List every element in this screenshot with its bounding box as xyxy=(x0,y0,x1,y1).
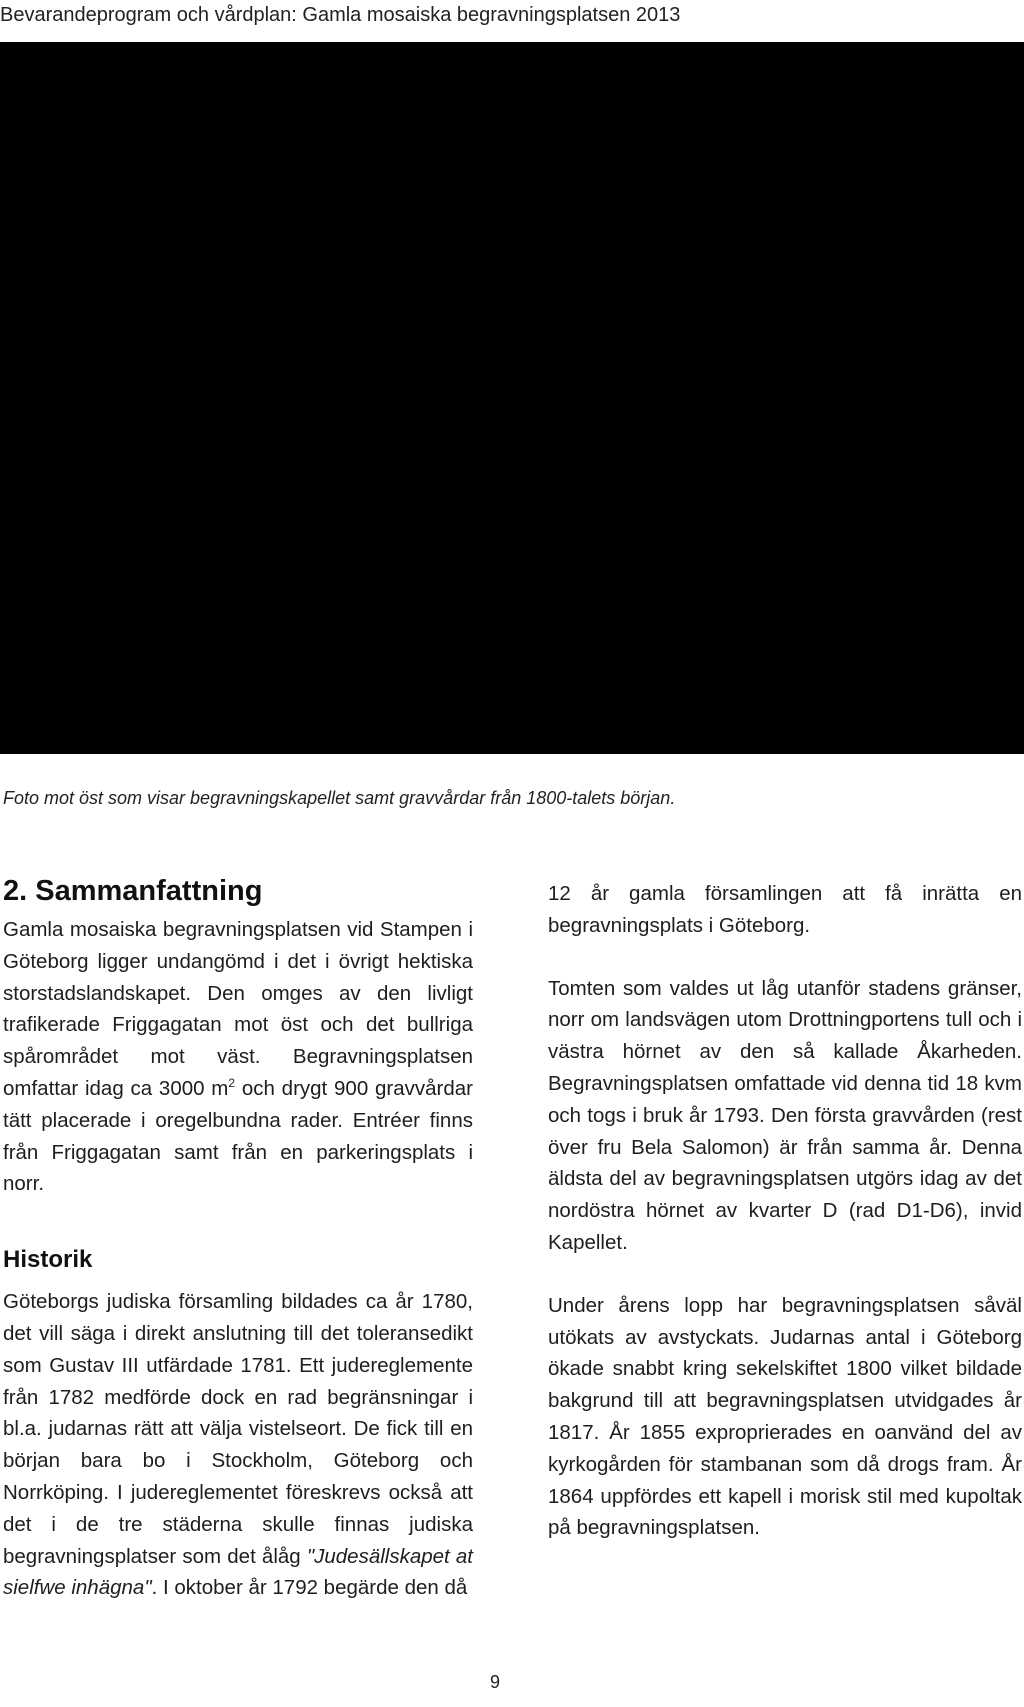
history-quote: "Judesällskapet at sielfwe inhägna" xyxy=(3,1544,473,1600)
history-paragraph-1-continued: 12 år gamla församlingen att få inrätta en begravningsplats i Göteborg. xyxy=(548,882,1022,937)
unit-superscript: 2 xyxy=(228,1076,236,1091)
history-text-b: . I oktober år 1792 begärde den då xyxy=(151,1576,468,1600)
history-text-a: Göteborgs judiska församling bildades ca år 1780, det vill säga i direkt anslutning till det toleransedikt som Gustav III utfärdade 1781. Ett judereglemente från 1782 medförde dock en rad begränsningar i bl.a. judarnas rätt att välja vistelseort. De fick till en början bara bo i Stockholm, Göteborg och Norrköping. I judereglementet föreskrevs också att det i de tre städerna skulle finnas judiska begravningsplatser som det ålåg xyxy=(3,1290,473,1568)
summary-text-b: och drygt 900 gravvårdar tätt placerade i oregelbundna rader. Entréer finns från Friggagatan samt från en parkeringsplats i norr. xyxy=(3,1076,473,1196)
section-heading-summary: 2. Sammanfattning xyxy=(3,875,263,907)
photo-caption: Foto mot öst som visar begravningskapellet samt gravvårdar från 1800-talets början. xyxy=(3,788,676,808)
page-header: Bevarandeprogram och vårdplan: Gamla mosaiska begravningsplatsen 2013 xyxy=(0,4,681,26)
left-column xyxy=(3,874,473,1604)
summary-text-a: Gamla mosaiska begravningsplatsen vid Stampen i Göteborg ligger undangömd i det i övrigt hektiska storstadslandskapet. Den omges av den livligt trafikerade Friggagatan mot öst och det bullriga spårområdet mot väst. Begravningsplatsen omfattar idag ca 3000 m xyxy=(3,918,473,1100)
history-paragraph-3: Under årens lopp har begravningsplatsen såväl utökats av avstyckats. Judarnas antal i Göteborg ökade snabbt kring sekelskiftet 1800 vilket bildade bakgrund till att begravningsplatsen utvidgades år 1817. År 1855 exproprierades en oanvänd del av kyrkogården för stambanan som då drogs fram. År 1864 uppfördes ett kapell i morisk stil med kupoltak på begravningsplatsen. xyxy=(548,1293,1022,1540)
summary-paragraph xyxy=(3,914,473,1200)
section-heading-history: Historik xyxy=(3,1246,93,1274)
right-column xyxy=(548,878,1022,1544)
history-paragraph-1 xyxy=(3,1286,473,1604)
history-paragraph-2: Tomten som valdes ut låg utanför stadens gränser, norr om landsvägen utom Drottningportens tull och i västra hörnet av den så kallade Åkarheden. Begravningsplatsen omfattade vid denna tid 18 kvm och togs i bruk år 1793. Den första gravvården (rest över fru Bela Salomon) är från samma år. Denna äldsta del av begravningsplatsen utgörs idag av det nordöstra hörnet av kvarter D (rad D1-D6), invid Kapellet. xyxy=(548,976,1022,1254)
photo-chapel-gravestones xyxy=(0,42,1024,754)
page-number: 9 xyxy=(490,1672,501,1692)
